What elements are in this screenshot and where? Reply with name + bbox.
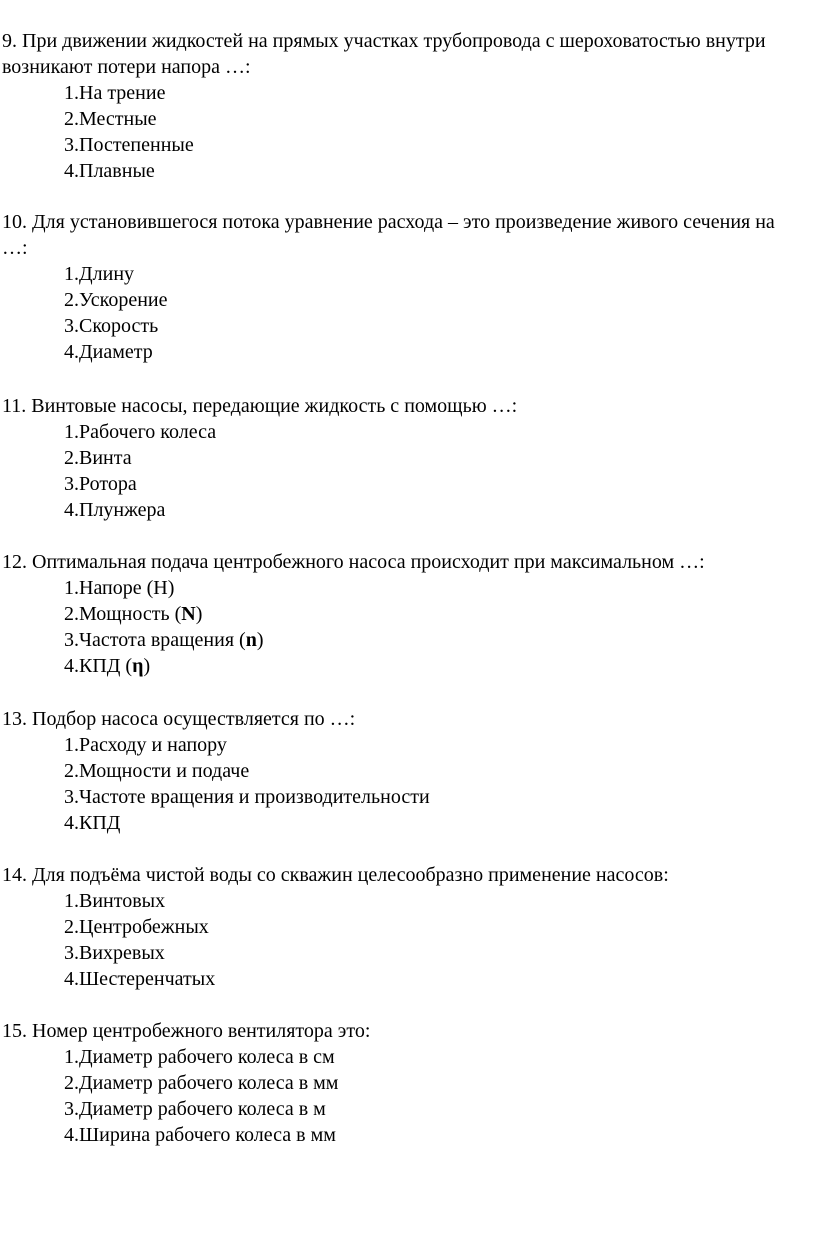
option-3: 3.Частота вращения (n) — [64, 629, 264, 651]
power-symbol: N — [181, 603, 196, 625]
question-text: 15. Номер центробежного вентилятора это: — [2, 1020, 371, 1042]
question-text: 14. Для подъёма чистой воды со скважин целесообразно применение насосов: — [2, 864, 669, 886]
question-15 — [2, 1018, 802, 1148]
option-1: 1.Длину — [64, 263, 135, 285]
option-list — [2, 419, 802, 523]
option-4: 4.Плунжера — [64, 499, 166, 521]
question-text: 11. Винтовые насосы, передающие жидкость с помощью …: — [2, 395, 518, 417]
option-2: 2.Винта — [64, 447, 132, 469]
option-3: 3.Постепенные — [64, 134, 194, 156]
option-1: 1.Рабочего колеса — [64, 421, 217, 443]
question-text: 10. Для установившегося потока уравнение расхода – это произведение живого сечения на …: — [2, 211, 775, 259]
option-4: 4.Ширина рабочего колеса в мм — [64, 1124, 336, 1146]
option-3: 3.Ротора — [64, 473, 137, 495]
question-12 — [2, 549, 802, 679]
option-list — [2, 80, 802, 184]
option-1: 1.На трение — [64, 82, 166, 104]
option-1: 1.Напоре (Н) — [64, 577, 175, 599]
question-11 — [2, 393, 802, 523]
option-list — [2, 732, 802, 836]
option-3: 3.Диаметр рабочего колеса в м — [64, 1098, 326, 1120]
option-list — [2, 888, 802, 992]
option-4: 4.Шестеренчатых — [64, 968, 216, 990]
option-1: 1.Расходу и напору — [64, 734, 227, 756]
option-4: 4.Диаметр — [64, 341, 153, 363]
question-10 — [2, 209, 802, 365]
option-2: 2.Центробежных — [64, 916, 209, 938]
question-text: 13. Подбор насоса осуществляется по …: — [2, 708, 356, 730]
question-text: 12. Оптимальная подача центробежного насоса происходит при максимальном …: — [2, 551, 705, 573]
option-3: 3.Частоте вращения и производительности — [64, 786, 430, 808]
option-2: 2.Местные — [64, 108, 157, 130]
option-2: 2.Мощность (N) — [64, 603, 203, 625]
option-3: 3.Скорость — [64, 315, 159, 337]
option-list — [2, 1044, 802, 1148]
question-14 — [2, 862, 802, 992]
option-4: 4.Плавные — [64, 160, 155, 182]
option-1: 1.Винтовых — [64, 890, 166, 912]
question-13 — [2, 706, 802, 836]
option-4: 4.КПД (η) — [64, 655, 151, 677]
option-4: 4.КПД — [64, 812, 121, 834]
option-3: 3.Вихревых — [64, 942, 165, 964]
efficiency-symbol: η — [132, 655, 144, 677]
question-9 — [2, 28, 802, 184]
option-2: 2.Ускорение — [64, 289, 168, 311]
question-text: 9. При движении жидкостей на прямых участках трубопровода с шероховатостью внутри возникают потери напора …: — [2, 30, 766, 78]
option-list — [2, 261, 802, 365]
rotation-symbol: n — [245, 629, 257, 651]
option-2: 2.Диаметр рабочего колеса в мм — [64, 1072, 339, 1094]
option-list — [2, 575, 802, 679]
option-1: 1.Диаметр рабочего колеса в см — [64, 1046, 335, 1068]
option-2: 2.Мощности и подаче — [64, 760, 250, 782]
